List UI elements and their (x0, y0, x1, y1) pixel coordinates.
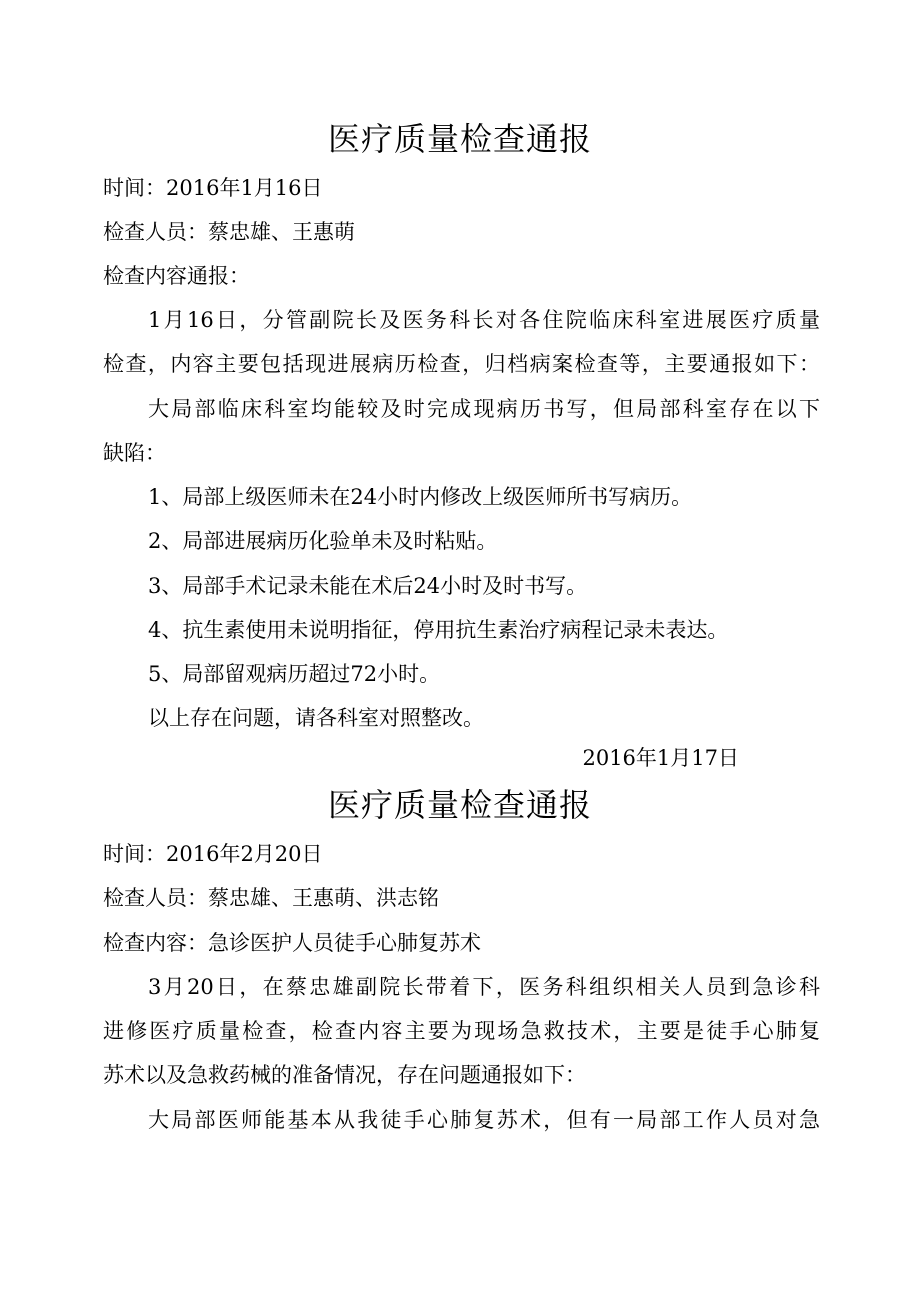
notice-1-title: 医疗质量检查通报 (327, 120, 592, 158)
notice-1-date: 2016年1月17日 (582, 746, 739, 770)
notice-1-para2-line2: 缺陷： (103, 441, 166, 465)
notice-1-item-1: 1、局部上级医师未在24小时内修改上级医师所书写病历。 (148, 485, 693, 509)
notice-2-para1-line1: 3月20日，在蔡忠雄副院长带着下，医务科组织相关人员到急诊科 (148, 975, 820, 999)
notice-2-content: 检查内容：急诊医护人员徒手心肺复苏术 (103, 931, 481, 955)
notice-1-item-4: 4、抗生素使用未说明指征，停用抗生素治疗病程记录未表达。 (148, 618, 729, 642)
notice-1-item-2: 2、局部进展病历化验单未及时粘贴。 (148, 529, 498, 553)
notice-2-time: 时间：2016年2月20日 (103, 842, 323, 866)
notice-2-para1-line3: 苏术以及急救药械的准备情况，存在问题通报如下： (103, 1063, 586, 1087)
notice-1-para1-line2: 检查，内容主要包括现进展病历检查，归档病案检查等，主要通报如下： (103, 352, 820, 376)
notice-1-para2-line1: 大局部临床科室均能较及时完成现病历书写，但局部科室存在以下 (148, 397, 820, 421)
notice-2-inspectors: 检查人员：蔡忠雄、王惠萌、洪志铭 (103, 886, 439, 910)
notice-1-content-heading: 检查内容通报： (103, 264, 250, 288)
notice-1-closing: 以上存在问题，请各科室对照整改。 (148, 706, 484, 730)
notice-1-item-3: 3、局部手术记录未能在术后24小时及时书写。 (148, 574, 588, 598)
notice-1-item-5: 5、局部留观病历超过72小时。 (148, 662, 441, 686)
notice-2-para1-line2: 进修医疗质量检查，检查内容主要为现场急救技术，主要是徒手心肺复 (103, 1019, 820, 1043)
notice-2-title: 医疗质量检查通报 (327, 786, 592, 824)
notice-1-para1-line1: 1月16日，分管副院长及医务科长对各住院临床科室进展医疗质量 (148, 308, 820, 332)
notice-2-para2-line1: 大局部医师能基本从我徒手心肺复苏术，但有一局部工作人员对急 (148, 1108, 820, 1132)
notice-1-time: 时间：2016年1月16日 (103, 176, 323, 200)
notice-1-inspectors: 检查人员：蔡忠雄、王惠萌 (103, 220, 355, 244)
